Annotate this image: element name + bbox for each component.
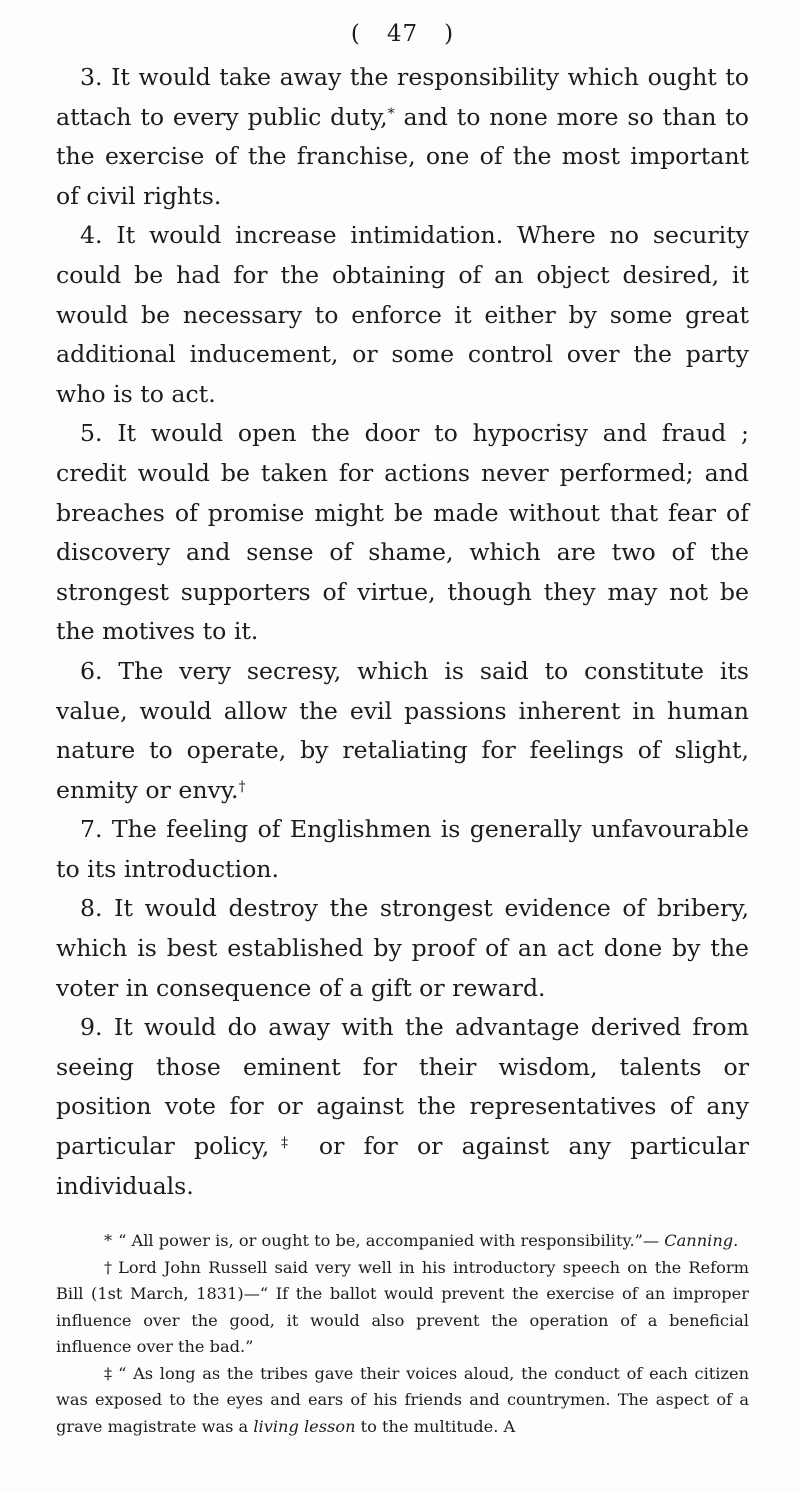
paragraph-text: and to none more so than to the exercise of the franchise, one of the most important of civil rights.: [56, 102, 749, 210]
footnote-mark: ‡: [104, 1363, 113, 1383]
body-text: [56, 58, 749, 1206]
paragraph-4: [56, 216, 749, 414]
footnote-ref-asterisk: *: [387, 105, 395, 122]
footnote-double-dagger: [56, 1361, 749, 1441]
paragraph-text: It would increase intimidation. Where no security could be had for the obtaining of an object desired, it would be necessary to enforce it either by some great additional inducement, or some control over the party who is to act.: [56, 221, 750, 408]
page-header: [56, 14, 749, 58]
paragraph-number: 4.: [80, 221, 103, 250]
footnote-mark: †: [104, 1257, 113, 1277]
footnote-ref-dagger: †: [238, 778, 246, 795]
paragraph-text: It would destroy the strongest evidence of bribery, which is best established by proof of an act done by the voter in consequence of a gift or reward.: [56, 894, 749, 1002]
footnote-text: to the multitude. A: [355, 1416, 516, 1436]
footnote-mark: *: [104, 1231, 113, 1251]
open-paren: (: [350, 21, 361, 47]
footnote-text: “ As long as the tribes gave their voices aloud, the conduct of each citizen was exposed to the eyes and ears of his friends and countrymen. The aspect of a grave magistrate was a: [56, 1363, 749, 1436]
paragraph-3: [56, 58, 749, 216]
close-paren: ): [444, 21, 455, 47]
paragraph-text: The very secresy, which is said to constitute its value, would allow the evil passions inherent in human nature to operate, by retaliating for feelings of slight, enmity or envy.: [56, 656, 749, 804]
paragraph-number: 9.: [80, 1013, 103, 1042]
paragraph-9: [56, 1008, 749, 1206]
paragraph-number: 8.: [80, 894, 103, 923]
book-page: [56, 14, 749, 1440]
footnote-asterisk: [56, 1228, 749, 1255]
paragraph-6: [56, 652, 749, 810]
paragraph-text: The feeling of Englishmen is generally unfavourable to its introduction.: [56, 815, 749, 883]
paragraph-number: 7.: [80, 815, 103, 844]
footnote-ref-double-dagger: ‡: [269, 1135, 300, 1152]
paragraph-7: [56, 810, 749, 889]
paragraph-number: 3.: [80, 63, 103, 91]
footnote-emphasis: living lesson: [253, 1416, 356, 1436]
paragraph-5: [56, 414, 749, 652]
paragraph-8: [56, 889, 749, 1008]
paragraph-text: It would open the door to hypocrisy and fraud ; credit would be taken for actions never performed; and breaches of promise might be made without that fear of discovery and sense of shame, which are two of the strongest supporters of virtue, though they may not be the motives to it.: [56, 419, 750, 646]
footnote-text: “ All power is, or ought to be, accompanied with responsibility.”—: [118, 1231, 660, 1251]
page-number: 47: [386, 21, 419, 47]
paragraph-number: 6.: [80, 656, 103, 685]
paragraph-number: 5.: [80, 419, 103, 448]
footnotes: [56, 1228, 749, 1440]
paragraph-text: or for or against any particular individuals.: [56, 1132, 749, 1200]
footnote-attribution: Canning.: [664, 1231, 739, 1251]
footnote-text: Lord John Russell said very well in his introductory speech on the Reform Bill (1st March, 1831)—“ If the ballot would prevent the exercise of an improper influence over the good, it would also prevent the operation of a beneficial influence over the bad.”: [56, 1257, 749, 1357]
footnote-dagger: [56, 1255, 749, 1361]
paragraph-text: It would take away the responsibility which ought to attach to every public duty,: [56, 63, 749, 131]
paragraph-text: It would do away with the advantage derived from seeing those eminent for their wisdom, talents or position vote for or against the representatives of any particular policy,: [56, 1013, 749, 1161]
